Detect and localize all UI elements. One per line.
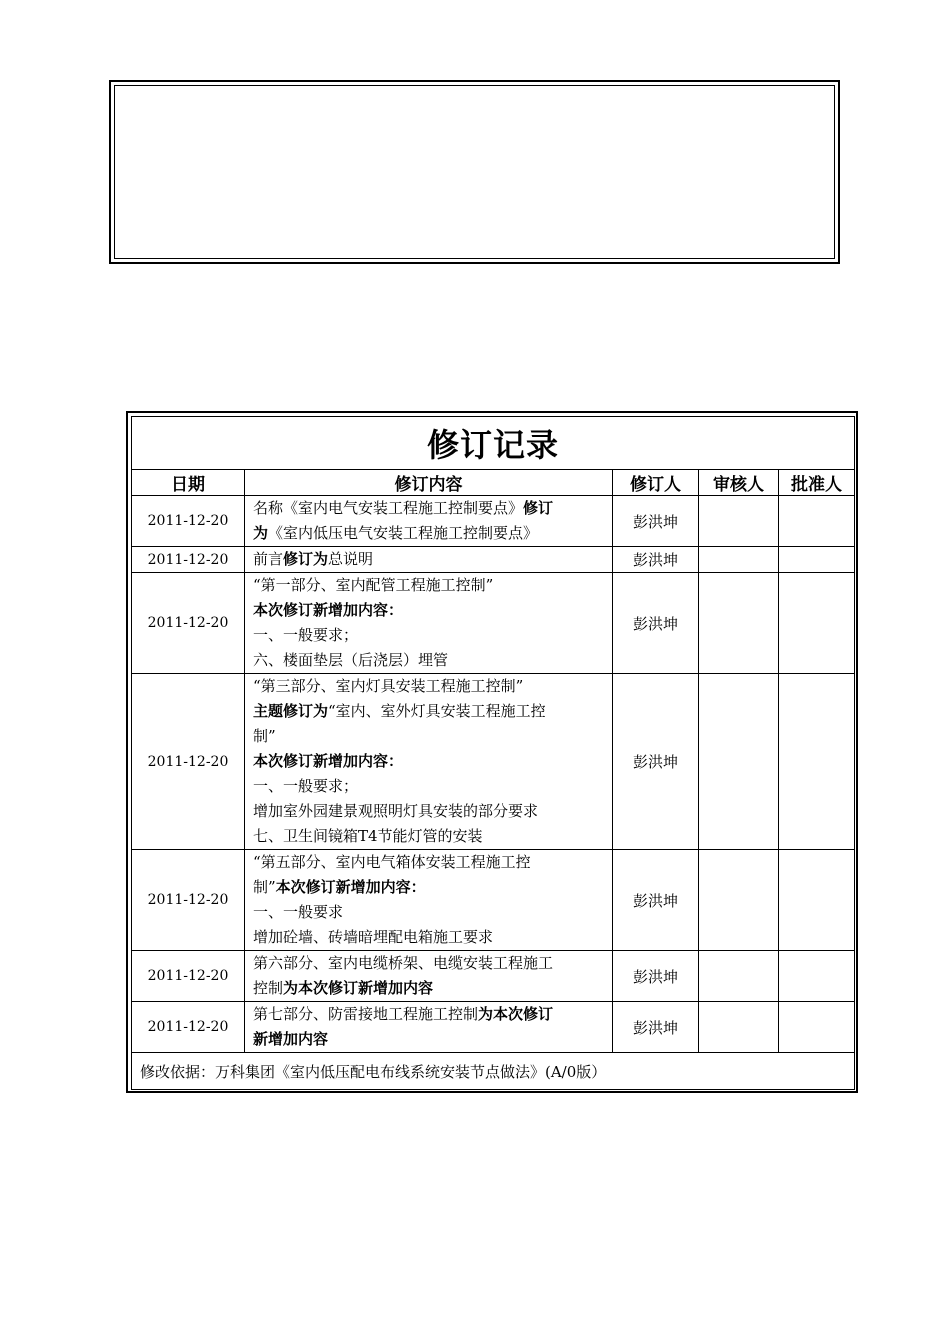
content-line [253,623,606,648]
content-bold-segment: 修订为 [283,550,329,568]
header-date: 日期 [132,470,245,496]
content-segment: 名称《室内电气安装工程施工控制要点》 [253,499,524,517]
row-content [245,1002,613,1053]
blank-frame [109,80,840,264]
content-line [253,824,606,849]
content-bold-segment: 为本次修订新增加内容 [283,979,434,997]
content-line [253,925,606,950]
header-row [132,470,855,496]
row-content [245,850,613,951]
row-content [245,951,613,1002]
row-approver [779,496,855,547]
content-segment: 第六部分、室内电缆桥架、电缆安装工程施工 [253,954,554,972]
content-line [253,598,606,623]
row-reviewer [699,496,779,547]
row-content [245,674,613,850]
content-line [253,724,606,749]
content-bold-segment: 为本次修订 [478,1005,554,1023]
content-line [253,1027,606,1052]
content-bold-segment: 修订 [523,499,554,517]
content-segment: 前言 [253,550,284,568]
row-approver [779,951,855,1002]
content-segment: 制” [253,878,276,896]
content-line [253,749,606,774]
row-content [245,547,613,573]
table-row [132,674,855,850]
row-approver [779,1002,855,1053]
row-reviewer [699,1002,779,1053]
content-line [253,648,606,673]
revision-record-frame [126,411,858,1093]
content-line [253,496,606,521]
blank-frame-inner-border [114,85,835,259]
header-reviser: 修订人 [613,470,699,496]
content-line [253,699,606,724]
content-bold-segment: 本次修订新增加内容： [253,601,404,619]
header-reviewer: 审核人 [699,470,779,496]
content-segment: 增加砼墙、砖墙暗埋配电箱施工要求 [253,928,494,946]
table-row [132,496,855,547]
row-reviewer [699,547,779,573]
content-line [253,1002,606,1027]
row-date: 2011-12-20 [132,496,245,547]
row-reviser: 彭洪坤 [613,496,699,547]
content-line [253,850,606,875]
content-segment: 制” [253,727,276,745]
content-segment: 六、楼面垫层（后浇层）埋管 [253,651,449,669]
table-row [132,850,855,951]
row-reviewer [699,674,779,850]
content-segment: 总说明 [328,550,374,568]
content-line [253,547,606,572]
row-reviser: 彭洪坤 [613,547,699,573]
row-date: 2011-12-20 [132,674,245,850]
content-segment: 增加室外园建景观照明灯具安装的部分要求 [253,802,539,820]
content-line [253,799,606,824]
content-segment: “室内、室外灯具安装工程施工控 [328,702,546,720]
row-content [245,496,613,547]
content-line [253,951,606,976]
table-row [132,547,855,573]
row-reviser: 彭洪坤 [613,1002,699,1053]
content-line [253,521,606,546]
table-row [132,951,855,1002]
content-bold-segment: 为 [253,524,269,542]
row-date: 2011-12-20 [132,1002,245,1053]
row-reviser: 彭洪坤 [613,850,699,951]
content-segment: 七、卫生间镜箱T4节能灯管的安装 [253,827,483,845]
content-bold-segment: 本次修订新增加内容： [275,878,426,896]
content-segment: “第五部分、室内电气箱体安装工程施工控 [253,853,531,871]
content-bold-segment: 新增加内容 [253,1030,329,1048]
content-line [253,774,606,799]
row-reviser: 彭洪坤 [613,951,699,1002]
row-reviewer [699,573,779,674]
content-segment: 一、一般要求 [253,903,344,921]
row-reviser: 彭洪坤 [613,573,699,674]
header-content: 修订内容 [245,470,613,496]
content-line [253,674,606,699]
revision-basis-note: 修改依据：万科集团《室内低压配电布线系统安装节点做法》(A/0版） [132,1053,855,1090]
row-date: 2011-12-20 [132,951,245,1002]
content-bold-segment: 主题修订为 [253,702,329,720]
content-segment: 一、一般要求； [253,777,359,795]
row-reviser: 彭洪坤 [613,674,699,850]
header-approver: 批准人 [779,470,855,496]
content-segment: 《室内低压电气安装工程施工控制要点》 [268,524,539,542]
content-segment: 一、一般要求； [253,626,359,644]
row-approver [779,547,855,573]
row-approver [779,850,855,951]
row-date: 2011-12-20 [132,573,245,674]
row-approver [779,674,855,850]
content-line [253,976,606,1001]
table-row [132,1002,855,1053]
table-row [132,573,855,674]
content-line [253,573,606,598]
content-segment: “第一部分、室内配管工程施工控制” [253,576,494,594]
content-segment: 控制 [253,979,284,997]
content-bold-segment: 本次修订新增加内容： [253,752,404,770]
row-content [245,573,613,674]
content-line [253,875,606,900]
row-date: 2011-12-20 [132,850,245,951]
revision-record-table [131,416,855,1090]
row-reviewer [699,850,779,951]
row-date: 2011-12-20 [132,547,245,573]
row-approver [779,573,855,674]
row-reviewer [699,951,779,1002]
content-segment: “第三部分、室内灯具安装工程施工控制” [253,677,524,695]
content-segment: 第七部分、防雷接地工程施工控制 [253,1005,479,1023]
record-title: 修订记录 [132,417,855,470]
content-line [253,900,606,925]
